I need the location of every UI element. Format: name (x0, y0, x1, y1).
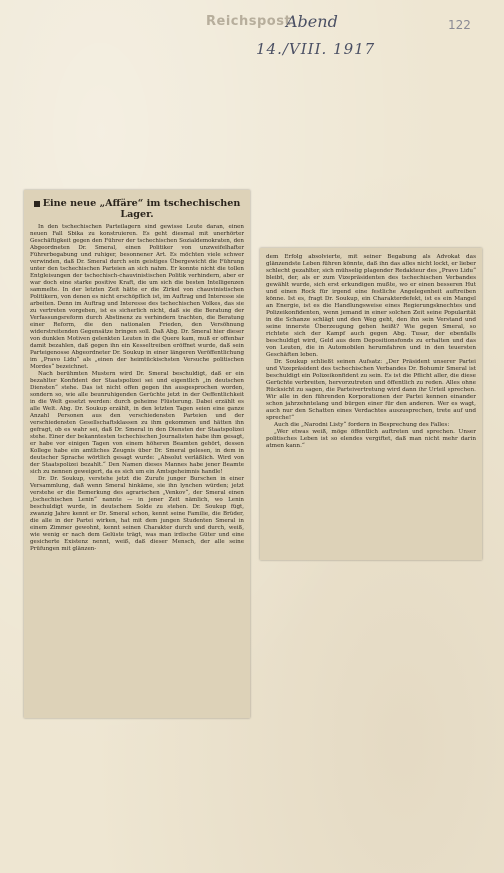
article-body-left (30, 224, 244, 553)
paragraph: Nach berühmten Mustern wird Dr. Smeral beschuldigt, daß er ein bezahlter Konfident der Staatspolizei sei und eigentlich „in deutschen Diensten“ stehe. Das ist nicht offen gegen ihn ausgesprochen worden, sondern so, wie alle beunruhigenden Gerüchte jetzt in der Oeffentlichkeit in die Welt gesetzt werden: durch geheime Flüsterung. Dabei erzählt es alle Welt. Abg. Dr. Soukup erzählt, in den letzten Tagen seien eine ganze Anzahl Personen aus den verschiedensten Parteien und der verschiedensten Gesellschaftsklassen zu ihm gekommen und hätten ihn gefragt, ob es wahr sei, daß Dr. Smeral in den Diensten der Staatspolizei stehe. Einer der bekanntesten tschechischen Journalisten habe ihm gesagt, er habe vor einigen Tagen von einem höheren Beamten gehört, dessen Kollege habe ein amtliches Zeugnis über Dr. Smeral gelesen, in dem in deutscher Sprache wörtlich gesagt wurde: „Absolut verläßlich. Wird von der Staatspolizei bezahlt.“ Den Namen dieses Mannes habe jener Beamte sich zu nennen geweigert, da es sich um ein Amtsgeheimnis handle! (30, 371, 244, 475)
headline-text: Eine neue „Affäre“ im tschechischen Lager. (42, 198, 241, 220)
paragraph: „Wer etwas weiß, möge öffentlich auftreten und sprechen. Unser politisches Leben ist so elendes vergiftet, daß man nicht mehr darin atmen kann.“ (266, 429, 476, 449)
paragraph: In den tschechischen Parteilagern sind gewisse Leute daran, einen neuen Fall Sbika zu konstruieren. Es geht diesmal mit unerhörter Geschäftigkeit gegen den Führer der tschechischen Sozialdemokraten, den Abgeordneten Dr. Smeral, einen Politiker von unzweifelhafter Führerbegabung und ruhiger, besonnener Art. Es möchten viele schwer verwinden, daß Dr. Smeral durch sein geistiges Übergewicht die Führung unter den tschechischen Parteien an sich nahm. Er konnte nicht die tollen Entgleisungen der tschechisch-chauvinistischen Politik verhindern, aber er war doch eine starke positive Kraft, die um sich die besten Intelligenzen sammelte. In der letzten Zeit hätte er die Zirkel von chauvinistischen Politikern, von denen es nicht erschöpflich ist, im Auftrag und Interesse sie arbeiten. Denn im Auftrag und Interesse des tschechischen Volkes, das sie zu vertreten vorgeben, ist es sicherlich nicht, daß sie die Beratung der Verfassungsreform durch Abstinenz zu verhindern trachten, die Beratung einer Reform, die den nationalen Frieden, den Versöhnung widerstreitenden Gegensätze bringen soll. Daß Abg. Dr. Smeral hier dieser von dunklen Motiven gelenkten Leuten in die Quere kam, muß er offenbar damit bezahlen, daß gegen ihn ein Kesseltreiben eröffnet wurde, daß sein Parteigenosse Abgeordneter Dr. Soukup in einer längeren Veröffentlichung im „Pravo Lidu“ als „einen der heimtückischsten Versuche politischen Mordes“ bezeichnet. (30, 224, 244, 370)
paragraph: Dr. Dr. Soukup, verstehe jetzt die Zurufe junger Burschen in einer Versammlung, daß wenn Smeral hinkäme, sie ihn lynchen würden; jetzt verstehe er die Bemerkung des agrarischen „Venkov“, der Smeral einen „tschechischen Lenin“ nannte — in jener Zeit nämlich, wo Lenin beschuldigt wurde, in deutschem Solde zu stehen. Dr. Soukup fügt, zwanzig Jahre kennt er Dr. Smeral schon, kennt seine Familie, die Brüder, die alle in der Partei wirken, hat mit dem jungen Studenten Smeral in einem Zimmer gewohnt, kennt seinen Charakter durch und durch, weiß, wie wenig er nach dem Gelüste trägt, was man irdische Güter und eine gesicherte Existenz nennt, weiß, daß dieser Mensch, der alle seine Prüfungen mit glänzen- (30, 476, 244, 552)
square-bullet-icon (34, 201, 40, 207)
clipping-left-column (24, 190, 250, 718)
handwritten-date: 14./VIII. 1917 (256, 40, 376, 58)
clipping-right-column (260, 248, 482, 560)
article-body-right (266, 254, 476, 450)
paragraph: Auch die „Narodni Listy“ fordern in Besprechung des Falles: (274, 422, 450, 428)
newspaper-stamp: Reichspost (206, 14, 292, 29)
paragraph: dem Erfolg absolvierte, mit seiner Begabung als Advokat das glänzendste Leben führen könnte, daß ihn das alles nicht lockt, er lieber schlecht gezahlter, sich mühselig plagender Redakteur des „Pravo Lidu“ bleibt, der, als er zum Vizepräsidenten des tschechischen Verbandes gewählt wurde, sich erst erkundigen mußte, wo er einen besseren Hut und einen Rock für irgend eine festliche Angelegenheit auftreiben könne. Ist es, fragt Dr. Soukup, ein Charakterdefekt, ist es ein Mangel an Energie, ist es die Handlungsweise eines Regierungsknechtes und Polizeikonfidenten, wenn jemand in einer solchen Zeit seine Popularität in die Schanze schlägt und den Weg geht, den ihn sein Verstand und seine innerste Überzeugung gehen heißt? Wie gegen Smeral, so richtete sich der Kampf auch gegen Abg. Tusar, der ebenfalls beschuldigt wird, Geld aus dem Depositionsfonds zu erhalten und das von Leuten, die in Automobilen herumfahren und in den teuersten Geschäften leben. (266, 254, 476, 358)
paragraph: Dr. Soukup schließt seinen Aufsatz: „Der Präsident unserer Partei und Vizepräsident des tschechischen Verbandes Dr. Bohumir Smeral ist beschuldigt ein Polizeikonfident zu sein. Es ist die Pflicht aller, die diese Gerüchte verbreiten, hervorzutreten und öffentlich zu reden. Alles ohne Rücksicht zu sagen, die Parteivertretung wird dann ihr Urteil sprechen. Wir alle in den führenden Korporationen der Partei kennen einander schon jahrzehntelang und bürgen einer für den anderen. Wer es wagt, auch nur den Schatten eines Verdachtes auszusprechen, trete auf und spreche!“ (266, 359, 476, 421)
article-headline (30, 198, 244, 220)
page-number: 122 (448, 18, 471, 32)
handwritten-edition-note: Abend (286, 12, 338, 31)
